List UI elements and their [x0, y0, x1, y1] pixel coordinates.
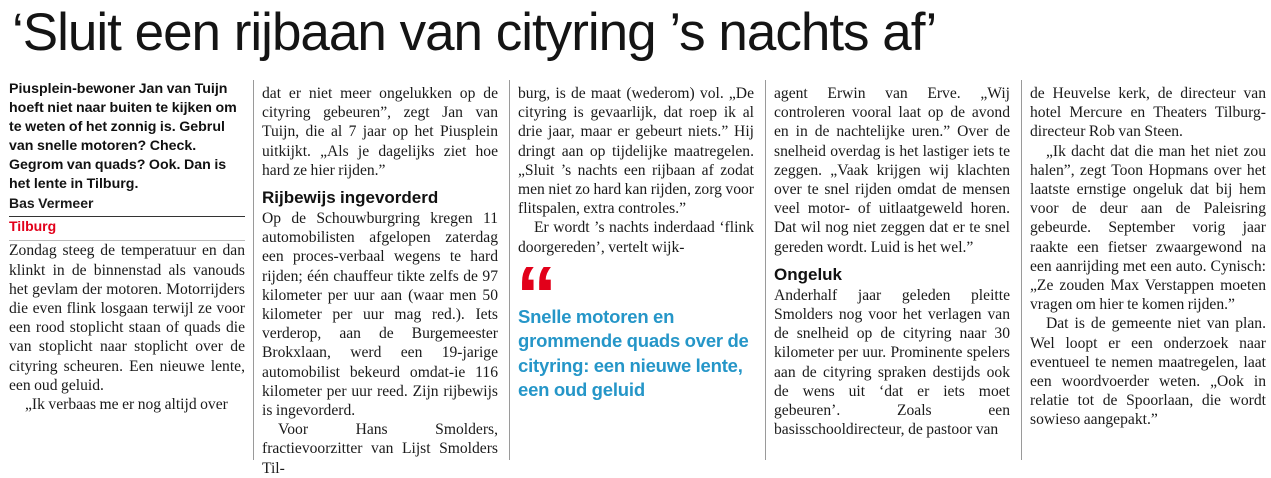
column-divider	[253, 80, 254, 460]
column-divider	[765, 80, 766, 460]
headline: ‘Sluit een rijbaan van cityring ’s nachts af’	[12, 3, 937, 62]
body-paragraph: Anderhalf jaar geleden pleitte Smolders nog voor het verlagen van de snelheid op de cityring naar 30 kilometer per uur. Prominente spelers aan de cityring spraken destijds ook de wens uit ‘dat er iets moet gebeuren’. Zoals een basisschooldirecteur, de pastoor van	[774, 286, 1010, 439]
body-paragraph: „Ik dacht dat die man het niet zou halen”, zegt Toon Hopmans over het laatste ernstige ongeluk dat bij hem voor de deur aan de Paleisring gebeurde. September vorig jaar raakte een fietser zwaargewond na een aanrijding met een auto. Cynisch: „Ze zouden Max Verstappen moeten vragen om hier te komen rijden.”	[1030, 142, 1266, 314]
subheading: Ongeluk	[774, 264, 843, 284]
column-1	[9, 80, 245, 414]
body-paragraph: Er wordt ’s nachts inderdaad ‘flink doorgereden’, vertelt wijk-	[518, 219, 754, 256]
body-paragraph: burg, is de maat (wederom) vol. „De cityring is gevaarlijk, dat roep ik al drie jaar, maar er gebeurt niets.” Hij dringt aan op tijdelijke maatregelen. „Sluit ’s nachts een rijbaan af zodat men niet zo hard kan rijden, zorg voor flitspalen, extra controles.”	[518, 85, 754, 218]
author-byline: Bas Vermeer	[9, 194, 245, 217]
body-paragraph: Zondag steeg de temperatuur en dan klinkt in de binnenstad als vanouds het gevlam der motoren. Motorrijders die even flink losgaan terwijl ze voor een rood stoplicht staan of quads die van stoplicht naar stoplicht over de cityring scheuren. Een nieuwe lente, een oud geluid.	[9, 242, 245, 394]
column-divider	[1021, 80, 1022, 460]
body-paragraph: Op de Schouwburgring kregen 11 automobilisten afgelopen zaterdag een proces-verbaal wegens te hard rijden; één chauffeur tikte zelfs de 97 kilometer per uur aan (waar men 50 kilometer per uur mag red.). Iets verderop, aan de Burgemeester Brokxlaan, werd een 19-jarige automobilist bekeurd omdat-ie 116 kilometer per uur reed. Zijn rijbewijs is ingevorderd.	[262, 210, 498, 420]
body-paragraph: de Heuvelse kerk, de directeur van hotel Mercure en Theaters Tilburg-directeur Rob van Steen.	[1030, 85, 1266, 141]
subheading: Rijbewijs ingevorderd	[262, 188, 439, 208]
body-paragraph: agent Erwin van Erve. „Wij controleren vooral laat op de avond en in de nachtelijke uren.” Over de snelheid overdag is het lastiger iets te zeggen. „Vaak krijgen wij klachten over te snel rijden omdat de mensen veel motor- of uitlaatgeweld horen. Dat wil nog niet zeggen dat er te snel gereden wordt. Luid is het wel.”	[774, 85, 1010, 256]
column-5	[1030, 84, 1266, 430]
dateline-location: Tilburg	[9, 217, 245, 241]
column-3	[518, 84, 754, 403]
column-2	[262, 84, 498, 478]
body-paragraph: Dat is de gemeente niet van plan. Wel loopt er een onderzoek naar eventueel te nemen maatregelen, laat een woordvoerder weten. „Ook in relatie tot de Spoorlaan, die wordt sowieso aangepakt.”	[1030, 315, 1266, 429]
body-paragraph: dat er niet meer ongelukken op de cityring gebeuren”, zegt Jan van Tuijn, die al 7 jaar op het Piusplein uitkijkt. „Als je dagelijks ziet hoe hard ze hier rijden.”	[262, 85, 498, 179]
column-divider	[509, 80, 510, 460]
body-paragraph: „Ik verbaas me er nog altijd over	[25, 396, 228, 414]
lead-paragraph: Piusplein-bewoner Jan van Tuijn hoeft niet naar buiten te kijken om te weten of het zonnig is. Gebrul van snelle motoren? Check. Gegrom van quads? Ook. Dan is het lente in Tilburg.	[9, 81, 237, 192]
quote-mark-icon: “	[516, 249, 557, 341]
pull-quote: Snelle motoren en grommende quads over de cityring: een nieuwe lente, een oud geluid	[518, 305, 749, 401]
column-4	[774, 84, 1010, 439]
body-paragraph: Voor Hans Smolders, fractievoorzitter van Lijst Smolders Til-	[262, 421, 498, 477]
